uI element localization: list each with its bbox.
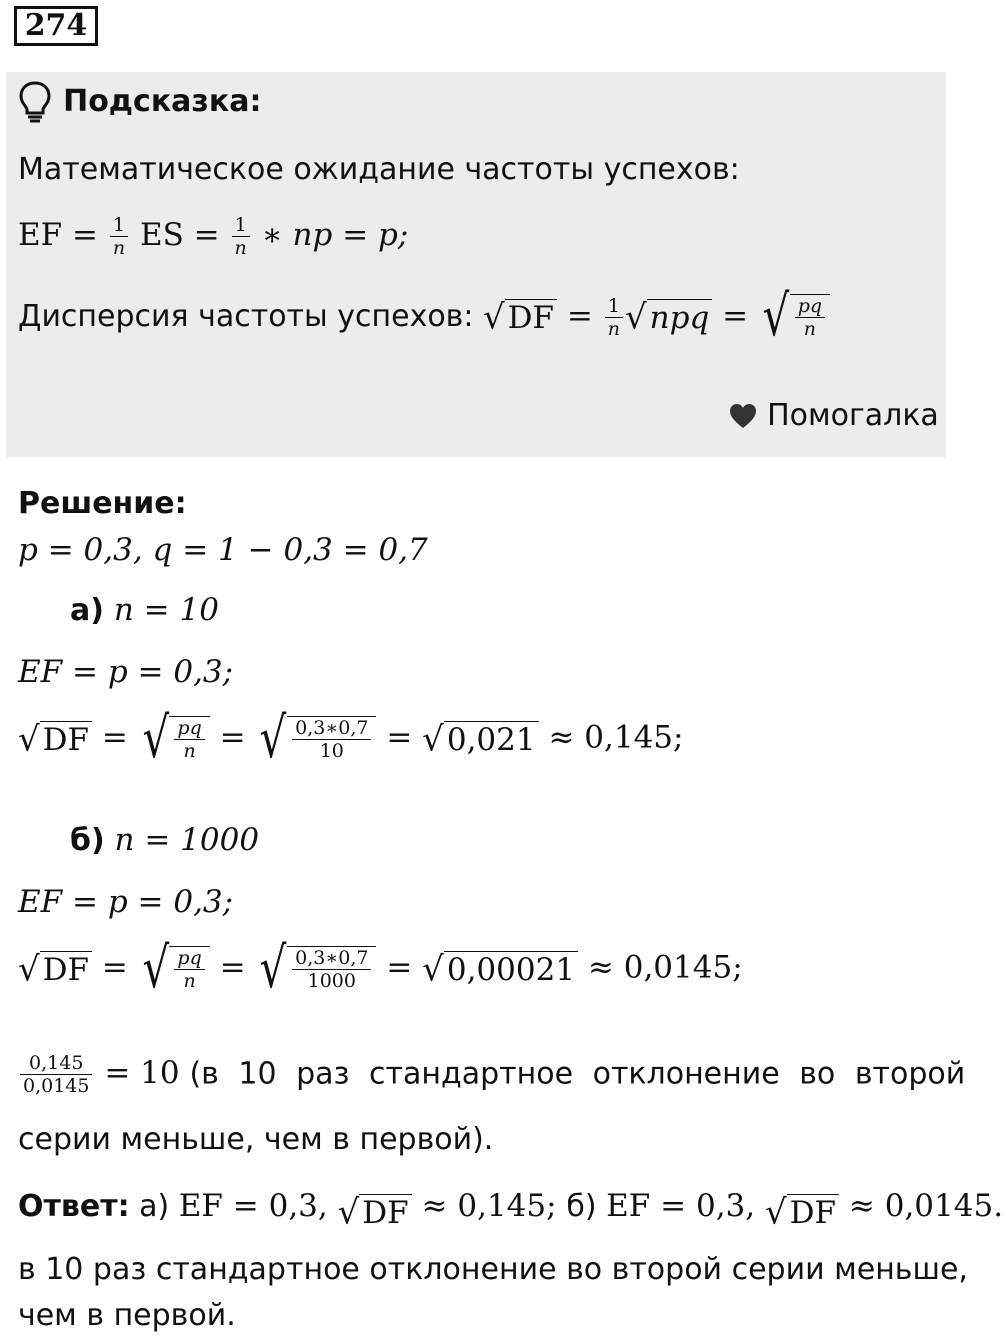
- problem-number: 274: [14, 6, 98, 46]
- sqrt-pq-over-n: √ $\frac{pq}{n}$: [758, 294, 830, 340]
- part-a-label: а): [70, 593, 104, 628]
- part-b-n: n = 1000: [104, 822, 260, 858]
- ratio-fraction: $\frac{0,145}{0,0145}$: [20, 1052, 92, 1097]
- sqrt-npq: √npq: [625, 298, 712, 336]
- given-values: p = 0,3, q = 1 − 0,3 = 0,7: [18, 532, 428, 568]
- part-b-df: √DF = √ $\frac{pq}{n}$ = √ $\frac{0,3∗0,7}{1000}$ = √0,00021 ≈ 0,0145;: [18, 936, 743, 1001]
- ef-mid: ES =: [139, 217, 230, 253]
- part-a-ef: EF = p = 0,3;: [18, 654, 234, 690]
- hint-ef-formula: [18, 214, 408, 259]
- lightbulb-icon: [18, 80, 52, 124]
- sqrt-pq-n-b: √ $\frac{pq}{n}$: [138, 946, 210, 992]
- part-b-ef: EF = p = 0,3;: [18, 884, 234, 920]
- brand-label: Помогалка: [767, 398, 939, 433]
- frac-one-over-n: $\frac{1}{n}$: [110, 214, 128, 259]
- part-b-label: б): [70, 823, 105, 858]
- frac-one-over-n-3: $\frac{1}{n}$: [605, 295, 623, 340]
- heart-icon: [728, 402, 758, 430]
- sqrt-value-a: √0,021: [422, 720, 538, 758]
- answer-label: Ответ:: [18, 1189, 130, 1224]
- hint-line-expectation: Математическое ожидание частоты успехов:: [18, 152, 740, 187]
- hint-title-row: [18, 80, 261, 124]
- solution-title: Решение:: [18, 486, 187, 521]
- answer-line: Ответ: а) EF = 0,3, √DF ≈ 0,145; б) EF = 0,3, √DF ≈ 0,0145.: [18, 1188, 1003, 1232]
- sqrt-answer-a: √DF: [338, 1193, 412, 1231]
- frac-one-over-n-2: $\frac{1}{n}$: [232, 214, 250, 259]
- hint-title: Подсказка:: [63, 84, 262, 119]
- ef-tail: ∗ np = p;: [261, 217, 409, 253]
- ratio-line: [18, 1052, 966, 1097]
- hint-df-text: Дисперсия частоты успехов:: [18, 299, 483, 334]
- sqrt-df-a: √DF: [18, 720, 92, 758]
- ratio-eq: = 10: [94, 1055, 190, 1091]
- sqrt-pq-n-a: √ $\frac{pq}{n}$: [138, 716, 210, 762]
- part-a-n: n = 10: [103, 592, 219, 628]
- sqrt-df-b: √DF: [18, 950, 92, 988]
- hint-df-formula: √DF = $\frac{1}{n}$ √npq = √ $\frac{pq}{n}$: [483, 298, 830, 334]
- sqrt-calc-a: √ $\frac{0,3∗0,7}{10}$: [255, 716, 376, 762]
- ratio-text-1: (в 10 раз стандартное отклонение во второй: [189, 1056, 966, 1092]
- brand-row: [728, 398, 939, 434]
- sqrt-calc-b: √ $\frac{0,3∗0,7}{1000}$: [255, 946, 376, 992]
- ef-lhs: EF =: [18, 217, 108, 253]
- sqrt-answer-b: √DF: [765, 1193, 839, 1231]
- part-a-df: √DF = √ $\frac{pq}{n}$ = √ $\frac{0,3∗0,7}{10}$ = √0,021 ≈ 0,145;: [18, 706, 684, 771]
- hint-df-line: [18, 284, 830, 349]
- conclusion-line-1: в 10 раз стандартное отклонение во второй серии меньше,: [18, 1252, 968, 1287]
- conclusion-line-2: чем в первой.: [18, 1298, 236, 1333]
- sqrt-df: √DF: [483, 298, 557, 336]
- part-a-header: [70, 592, 219, 629]
- sqrt-value-b: √0,00021: [422, 950, 578, 988]
- ratio-text-2: серии меньше, чем в первой).: [18, 1122, 494, 1157]
- part-b-header: [70, 822, 259, 859]
